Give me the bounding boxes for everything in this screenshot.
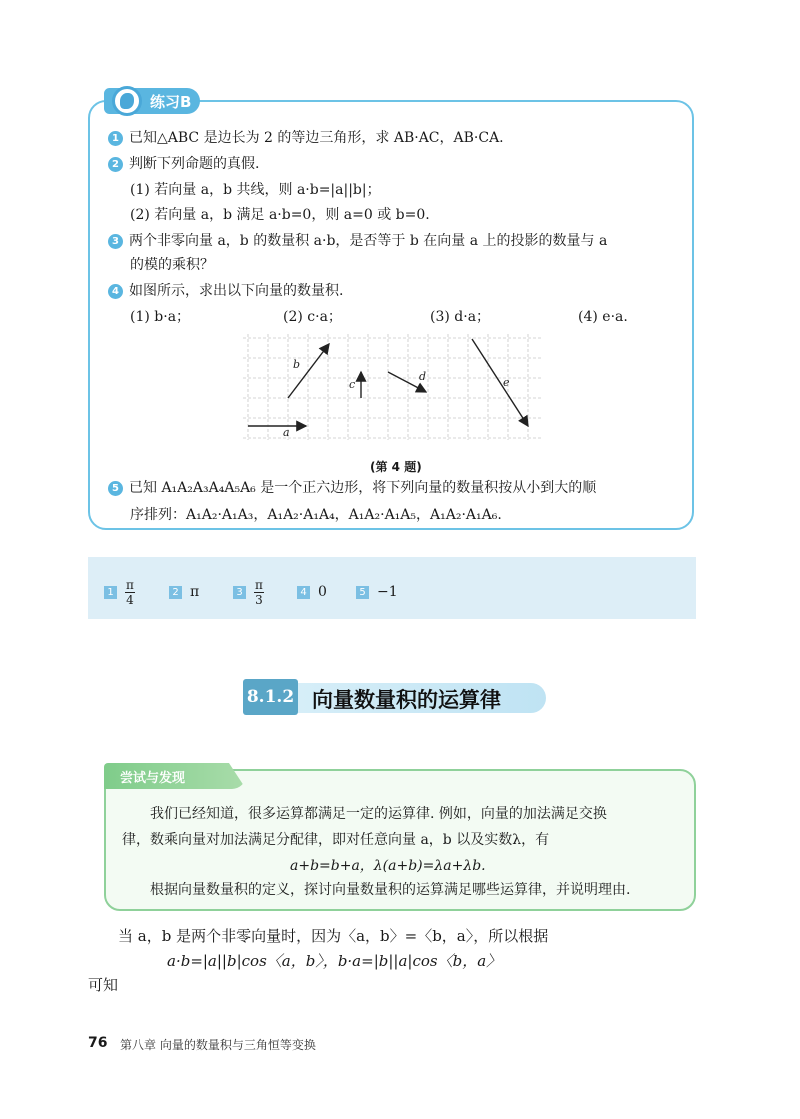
section-number: 8.1.2: [243, 679, 298, 715]
question-number-3: 3: [108, 234, 123, 249]
vector-b: [288, 344, 329, 398]
try-line-2: 律，数乘向量对加法满足分配律，即对任意向量 a，b 以及实数λ，有: [122, 832, 550, 848]
answer-1: 1 $\frac{\pi}{4}$: [104, 572, 135, 612]
answer-2-value: π: [190, 584, 200, 600]
question-number-2: 2: [108, 157, 123, 172]
question-number-4: 4: [108, 284, 123, 299]
try-line-4: 根据向量数量积的定义，探讨向量数量积的运算满足哪些运算律，并说明理由.: [150, 882, 631, 898]
question-4: 4 如图所示，求出以下向量的数量积.: [108, 281, 343, 301]
practice-b-label: 练习B: [150, 93, 192, 111]
answer-4-value: 0: [318, 584, 327, 600]
q4-item-2: (2) c·a；: [283, 309, 342, 325]
answer-4: 4 0: [297, 572, 327, 612]
body-line-1: 当 a，b 是两个非零向量时，因为〈a，b〉=〈b，a〉，所以根据: [118, 927, 549, 945]
label-d: d: [419, 370, 427, 383]
answer-5-value: −1: [377, 584, 398, 600]
question-3-cont: 的模的乘积？: [130, 257, 214, 273]
question-number-1: 1: [108, 131, 123, 146]
body-formula: a·b=|a||b|cos〈a，b〉，b·a=|b||a|cos〈b，a〉: [167, 952, 502, 970]
vector-e: [472, 339, 528, 426]
q4-item-3: (3) d·a；: [430, 309, 491, 325]
answer-5: 5 −1: [356, 572, 398, 612]
try-discover-label: 尝试与发现: [120, 771, 186, 786]
answer-3-value: $\frac{\pi}{3}$: [255, 577, 263, 607]
body-line-3: 可知: [88, 976, 119, 994]
question-2-part-1: (1) 若向量 a，b 共线，则 a·b=|a||b|；: [130, 182, 381, 198]
question-1: 1 已知△ABC 是边长为 2 的等边三角形，求 AB·AC，AB·CA.: [108, 128, 504, 148]
try-formula: a+b=b+a，λ(a+b)=λa+λb.: [290, 858, 486, 874]
answer-2: 2 π: [169, 572, 199, 612]
label-c: c: [349, 378, 356, 391]
question-3: 3 两个非零向量 a，b 的数量积 a·b，是否等于 b 在向量 a 上的投影的数量与 a: [108, 231, 607, 251]
answer-1-value: $\frac{\pi}{4}$: [126, 577, 134, 607]
question-5-cont: 序排列：A₁A₂·A₁A₃，A₁A₂·A₁A₄，A₁A₂·A₁A₅，A₁A₂·A₁A₆.: [130, 507, 502, 523]
answer-3: 3 $\frac{\pi}{3}$: [233, 572, 264, 612]
globe-icon: [112, 86, 142, 116]
page-number: 76: [88, 1035, 108, 1051]
question-2-part-2: (2) 若向量 a，b 满足 a·b=0，则 a=0 或 b=0.: [130, 207, 430, 223]
label-e: e: [503, 376, 510, 389]
chapter-title: 第八章 向量的数量积与三角恒等变换: [120, 1038, 316, 1052]
question-number-5: 5: [108, 481, 123, 496]
question-5: 5 已知 A₁A₂A₃A₄A₅A₆ 是一个正六边形，将下列向量的数量积按从小到大的顺: [108, 478, 596, 498]
try-line-1: 我们已经知道，很多运算都满足一定的运算律. 例如，向量的加法满足交换: [150, 806, 607, 822]
question-2: 2 判断下列命题的真假.: [108, 154, 259, 174]
q4-item-1: (1) b·a；: [130, 309, 191, 325]
vector-grid-figure: [243, 334, 543, 440]
label-b: b: [293, 358, 301, 371]
figure-caption: (第 4 题): [370, 460, 422, 474]
section-title: 向量数量积的运算律: [312, 688, 501, 712]
label-a: a: [283, 426, 290, 439]
q4-item-4: (4) e·a.: [578, 309, 628, 325]
